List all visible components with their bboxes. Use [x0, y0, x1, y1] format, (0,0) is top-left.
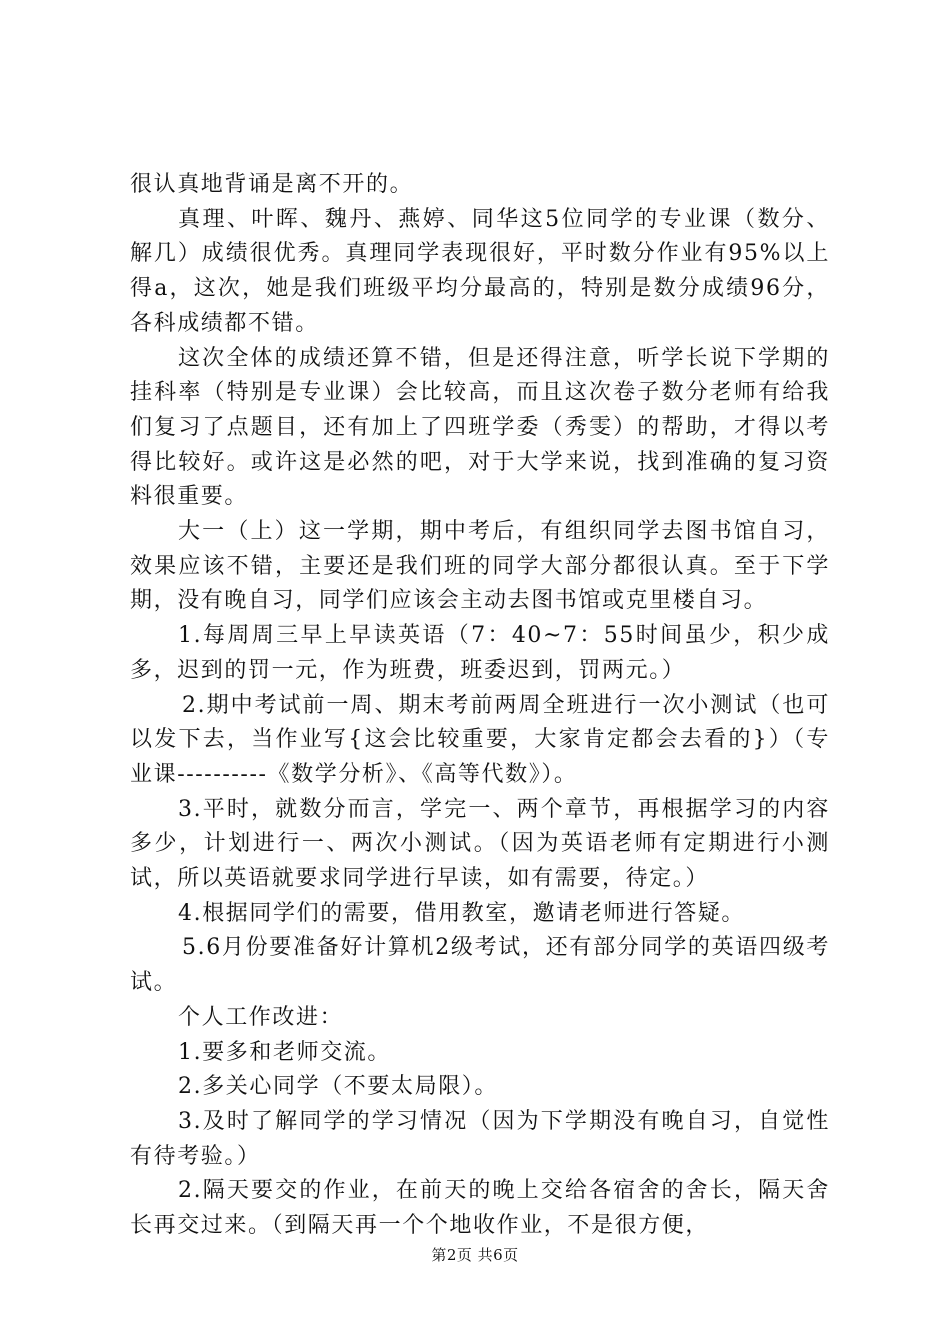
paragraph-self-study: 大一（上）这一学期，期中考后，有组织同学去图书馆自习，效果应该不错，主要还是我们班的同学大部分都很认真。至于下学期，没有晚自习，同学们应该会主动去图书馆或克里楼自习。	[130, 519, 830, 614]
list-item-morning-reading: 1.每周周三早上早读英语（7：40~7：55时间虽少，积少成多，迟到的罚一元，作为班费，班委迟到，罚两元。）	[130, 623, 830, 683]
document-body	[130, 168, 830, 1244]
page-footer: 第2页 共6页	[431, 1246, 519, 1264]
list-item-homework-collection: 2.隔天要交的作业，在前天的晚上交给各宿舍的舍长，隔天舍长再交过来。（到隔天再一个个地收作业，不是很方便，	[130, 1178, 830, 1239]
list-item-teacher-communication: 1.要多和老师交流。	[178, 1039, 391, 1065]
list-item-exam-prep: 5.6月份要准备好计算机2级考试，还有部分同学的英语四级考试。	[130, 935, 830, 996]
paragraph-outstanding-students: 真理、叶晖、魏丹、燕婷、同华这5位同学的专业课（数分、解几）成绩很优秀。真理同学表现很好，平时数分作业有95%以上得a，这次，她是我们班级平均分最高的，特别是数分成绩96分，各科成绩都不错。	[130, 206, 830, 336]
section-heading-improvements: 个人工作改进：	[178, 1004, 344, 1030]
list-item-care-classmates: 2.多关心同学（不要太局限）。	[178, 1074, 498, 1100]
list-item-qa-sessions: 4.根据同学们的需要，借用教室，邀请老师进行答疑。	[178, 900, 745, 926]
paragraph-overall-results: 这次全体的成绩还算不错，但是还得注意，听学长说下学期的挂科率（特别是专业课）会比较高，而且这次卷子数分老师有给我们复习了点题目，还有加上了四班学委（秀雯）的帮助，才得以考得比较好。或许这是必然的吧，对于大学来说，找到准确的复习资料很重要。	[130, 345, 830, 510]
list-item-quiz-schedule: 2.期中考试前一周、期末考前两周全班进行一次小测试（也可以发下去，当作业写{这会比较重要，大家肯定都会去看的}）（专业课----------《数学分析》、《高等代数》）。	[130, 692, 830, 787]
list-item-study-status: 3.及时了解同学的学习情况（因为下学期没有晚自习，自觉性有待考验。）	[130, 1108, 830, 1169]
list-item-regular-quizzes: 3.平时，就数分而言，学完一、两个章节，再根据学习的内容多少，计划进行一、两次小测试。（因为英语老师有定期进行小测试，所以英语就要求同学进行早读，如有需要，待定。）	[130, 796, 830, 892]
paragraph-continuation: 很认真地背诵是离不开的。	[130, 172, 414, 197]
